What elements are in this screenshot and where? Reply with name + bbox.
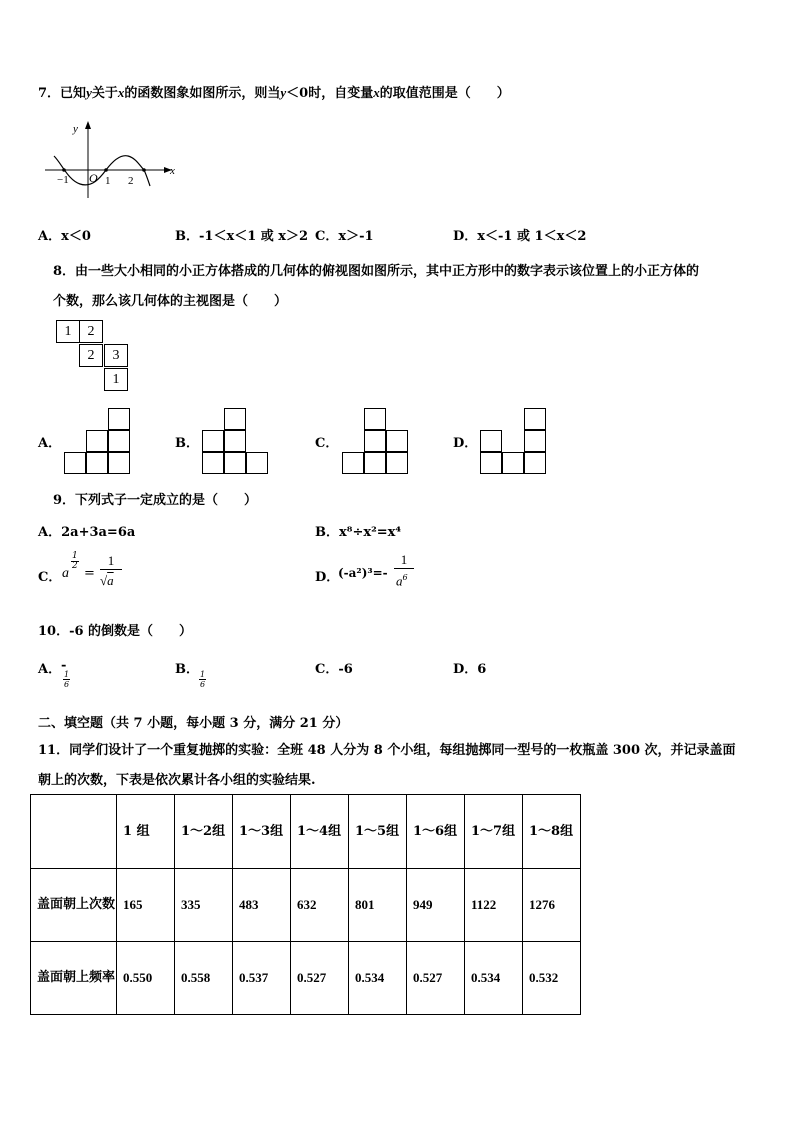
q9-option-c-equals: = (84, 566, 95, 581)
table-cell: 801 (349, 869, 407, 942)
q7-var-x2: x (373, 85, 380, 100)
q9-option-c-base: a (62, 566, 69, 581)
q8-option-b-letter: B． (175, 436, 199, 451)
q10-option-c (315, 658, 353, 677)
q7-text-3: 的函数图象如图所示，则当 (124, 86, 281, 101)
root-point-neg1 (62, 168, 66, 172)
cube-square (502, 452, 524, 474)
table-cell: 0.534 (349, 942, 407, 1015)
table-header-cell: 1～8组 (523, 795, 581, 869)
cube-square (524, 452, 546, 474)
q7-text-2: 关于 (91, 86, 118, 101)
q9-option-c-numerator: 1 (100, 553, 122, 570)
q10-option-a-sign: - (61, 658, 67, 673)
table-cell: 632 (291, 869, 349, 942)
table-header-cell: 1～3组 (233, 795, 291, 869)
grid-cell: 2 (79, 344, 103, 367)
q10-option-b-letter: B． (175, 662, 199, 677)
q10-option-b-fraction (199, 670, 206, 689)
q7-option-b-text: -1＜x＜1 或 x＞2 (199, 229, 309, 244)
table-cell: 1122 (465, 869, 523, 942)
q8-stem-line2: 个数，那么该几何体的主视图是（ ） (53, 294, 288, 309)
q10-option-c-text: -6 (338, 662, 353, 677)
q7-option-b (175, 225, 308, 244)
q10-option-d-letter: D． (453, 662, 478, 677)
q10-option-c-letter: C． (315, 662, 339, 677)
radicand: a (107, 573, 114, 588)
denominator: 6 (64, 680, 70, 689)
grid-cell: 1 (56, 320, 80, 343)
q8-stem-line1: 8．由一些大小相同的小正方体搭成的几何体的俯视图如图所示，其中正方形中的数字表示该位置上的小正方体的 (53, 264, 700, 279)
q7-stem (38, 82, 510, 101)
q10-option-a-fraction (63, 670, 70, 689)
table-cell: 0.537 (233, 942, 291, 1015)
q7-option-d-letter: D． (453, 229, 478, 244)
cube-square (202, 452, 224, 474)
table-row (31, 942, 581, 1015)
grid-cell: 1 (104, 368, 128, 391)
q7-option-a (38, 225, 91, 244)
q7-option-d (453, 225, 586, 244)
root-point-1 (104, 168, 108, 172)
q9-option-d-numerator: 1 (394, 552, 414, 569)
q8-option-d-letter: D． (453, 436, 478, 451)
table-header-cell: 1～7组 (465, 795, 523, 869)
table-header-cell: 1～2组 (175, 795, 233, 869)
cube-square (202, 430, 224, 452)
table-header-cell: 1～5组 (349, 795, 407, 869)
tick-label-neg1: −1 (57, 174, 69, 186)
y-axis-arrow-icon (85, 121, 91, 129)
cube-square (224, 452, 246, 474)
table-cell: 0.532 (523, 942, 581, 1015)
q7-option-c (315, 225, 374, 244)
q9-option-c-denominator: √a (100, 573, 114, 588)
q7-text-5: 的取值范围是（ ） (379, 86, 510, 101)
q10-option-b (175, 658, 235, 698)
table-cell: 165 (117, 869, 175, 942)
section-heading-fill-in: 二、填空题（共 7 小题，每小题 3 分，满分 21 分） (38, 716, 349, 731)
table-row (31, 869, 581, 942)
row-label-frequency: 盖面朝上频率 (31, 942, 117, 1015)
numerator: 1 (64, 670, 70, 679)
q9-stem: 9．下列式子一定成立的是（ ） (53, 493, 258, 508)
y-axis-label: y (73, 123, 78, 135)
cube-square (224, 430, 246, 452)
q8-option-a-letter: A． (38, 436, 62, 451)
table-header-cell: 1 组 (117, 795, 175, 869)
grid-cell: 2 (79, 320, 103, 343)
q9-option-a-text: 2a+3a=6a (61, 525, 136, 540)
experiment-results-table (30, 794, 581, 1015)
q9-option-d-letter: D． (315, 570, 340, 585)
x-axis-label: x (170, 165, 175, 177)
table-cell: 335 (175, 869, 233, 942)
q7-option-a-text: x＜0 (61, 229, 91, 244)
cube-square (64, 452, 86, 474)
q9-option-d-denominator (396, 573, 408, 589)
function-graph (40, 118, 190, 198)
cube-square (524, 430, 546, 452)
table-corner-cell (31, 795, 117, 869)
table-cell: 0.527 (407, 942, 465, 1015)
table-cell: 1276 (523, 869, 581, 942)
base: a (396, 573, 403, 589)
exp-denominator: 2 (72, 561, 78, 571)
cube-square (86, 452, 108, 474)
q11-stem-line1: 11．同学们设计了一个重复抛掷的实验：全班 48 人分为 8 个小组，每组抛掷同一型号的一枚瓶盖 300 次，并记录盖面 (38, 743, 736, 758)
table-cell: 0.534 (465, 942, 523, 1015)
cube-square (86, 430, 108, 452)
q9-option-c-letter: C． (38, 570, 62, 585)
cube-square (386, 452, 408, 474)
q7-var-y2: y (280, 85, 287, 100)
tick-label-1: 1 (105, 175, 111, 187)
table-cell: 483 (233, 869, 291, 942)
q7-var-y: y (86, 85, 92, 100)
q9-option-a (38, 521, 135, 540)
q7-text-4: ＜0时，自变量 (286, 86, 374, 101)
cube-square (342, 452, 364, 474)
q10-option-a (38, 658, 118, 698)
q10-option-d (453, 658, 486, 677)
numerator: 1 (200, 670, 206, 679)
q7-text-1: 已知 (60, 86, 87, 101)
q9-option-d-text: (-a²)³=- (338, 566, 388, 580)
q7-option-a-letter: A． (38, 229, 62, 244)
cube-square (480, 430, 502, 452)
q7-option-d-text: x＜-1 或 1＜x＜2 (477, 229, 587, 244)
row-label-count: 盖面朝上次数 (31, 869, 117, 942)
q10-stem: 10．-6 的倒数是（ ） (38, 624, 193, 639)
q10-option-d-text: 6 (477, 662, 487, 677)
q9-option-b-text: x⁸÷x²=x⁴ (339, 525, 402, 540)
tick-label-2: 2 (128, 175, 134, 187)
cube-square (108, 430, 130, 452)
table-cell: 0.558 (175, 942, 233, 1015)
q7-option-b-letter: B． (175, 229, 199, 244)
grid-cell: 3 (104, 344, 128, 367)
root-point-2 (142, 168, 146, 172)
cube-square (480, 452, 502, 474)
q9-option-c-exponent (71, 552, 79, 571)
cube-square (224, 408, 246, 430)
exponent: 6 (402, 573, 408, 582)
cube-square (524, 408, 546, 430)
q11-stem-line2: 朝上的次数，下表是依次累计各小组的实验结果. (38, 773, 316, 788)
cube-square (364, 452, 386, 474)
exp-numerator: 1 (72, 551, 78, 561)
table-header-cell: 1～6组 (407, 795, 465, 869)
q9-option-a-letter: A． (38, 525, 62, 540)
origin-label: O (89, 171, 98, 185)
q7-option-c-letter: C． (315, 229, 339, 244)
cube-square (364, 430, 386, 452)
cube-square (246, 452, 268, 474)
cube-square (108, 408, 130, 430)
cube-square (364, 408, 386, 430)
table-cell: 0.527 (291, 942, 349, 1015)
denominator: 6 (200, 680, 206, 689)
table-header-row (31, 795, 581, 869)
table-cell: 949 (407, 869, 465, 942)
table-cell: 0.550 (117, 942, 175, 1015)
cube-square (108, 452, 130, 474)
q9-option-b (315, 521, 401, 540)
q7-var-x: x (117, 85, 125, 100)
cube-square (386, 430, 408, 452)
q7-option-c-text: x＞-1 (338, 229, 374, 244)
q9-option-b-letter: B． (315, 525, 339, 540)
q8-option-c-letter: C． (315, 436, 339, 451)
q10-option-a-letter: A． (38, 662, 62, 677)
q7-number: 7． (38, 86, 61, 101)
table-header-cell: 1～4组 (291, 795, 349, 869)
